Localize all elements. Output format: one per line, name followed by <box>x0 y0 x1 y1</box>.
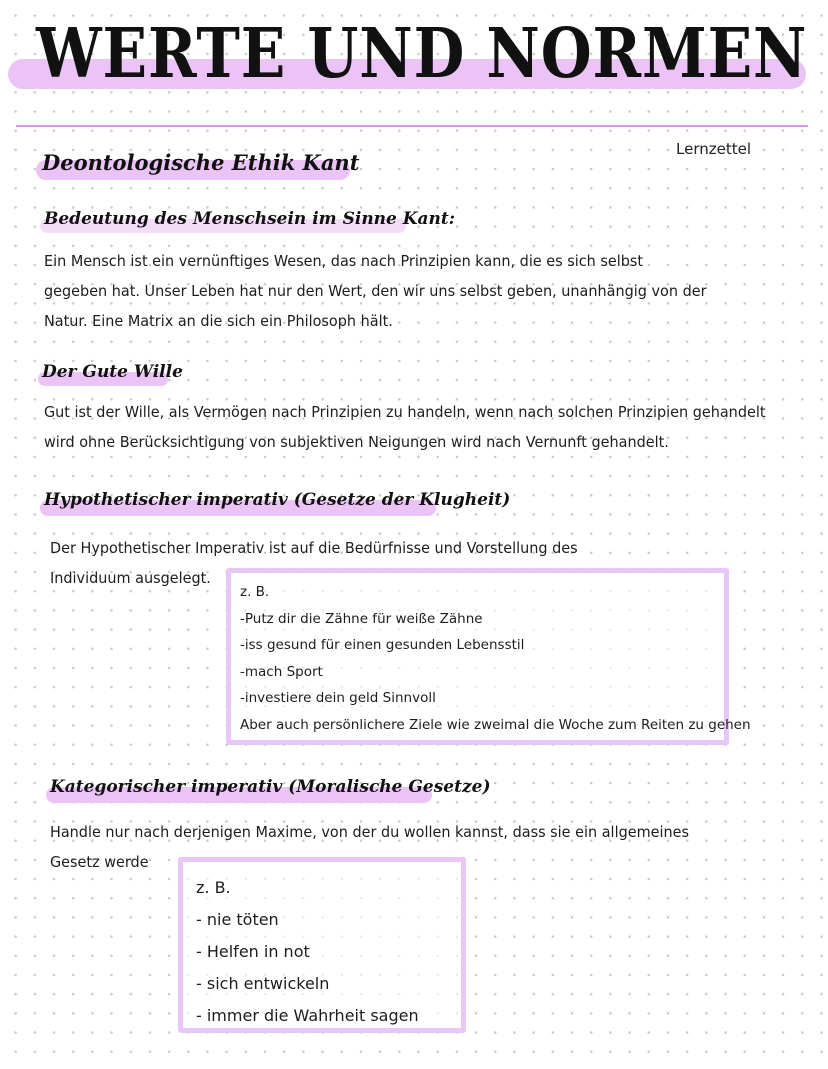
main-heading: Deontologische Ethik Kant <box>42 150 360 175</box>
paragraph-line: Handle nur nach derjenigen Maxime, von der du wollen kannst, dass sie ein allgemeines <box>50 823 690 841</box>
example-item: -mach Sport <box>240 663 323 680</box>
section-heading: Bedeutung des Menschsein im Sinne Kant: <box>44 209 456 229</box>
page-title: WERTE UND NORMEN <box>36 14 808 94</box>
example-item: -iss gesund für einen gesunden Lebensstil <box>240 637 525 653</box>
example-item: - sich entwickeln <box>196 974 330 993</box>
example-item: z. B. <box>240 584 270 600</box>
document-subtitle: Lernzettel <box>676 140 751 158</box>
paragraph-line: gegeben hat. Unser Leben hat nur den Wert, den wir uns selbst geben, unanhängig von der <box>44 282 707 300</box>
section-paragraph <box>44 246 707 336</box>
section-heading: Der Gute Wille <box>42 362 183 382</box>
paragraph-line: Individuum ausgelegt. <box>50 569 211 587</box>
title-divider <box>16 125 808 127</box>
example-item: Aber auch persönlichere Ziele wie zweimal die Woche zum Reiten zu gehen <box>240 716 751 733</box>
paragraph-line: Ein Mensch ist ein vernünftiges Wesen, das nach Prinzipien kann, die es sich selbst <box>44 252 644 270</box>
paragraph-line: wird ohne Berücksichtigung von subjektiven Neigungen wird nach Vernunft gehandelt. <box>44 433 669 451</box>
example-item: - nie töten <box>196 910 279 929</box>
example-item: -Putz dir die Zähne für weiße Zähne <box>240 610 483 627</box>
examples-box <box>178 857 466 1033</box>
section-paragraph <box>44 397 765 457</box>
example-item: - Helfen in not <box>196 942 310 961</box>
example-item: z. B. <box>196 878 231 897</box>
example-item: -investiere dein geld Sinnvoll <box>240 690 436 706</box>
paragraph-line: Gut ist der Wille, als Vermögen nach Prinzipien zu handeln, wenn nach solchen Prinzipien gehandelt <box>44 403 766 421</box>
examples-box <box>226 568 751 745</box>
section-heading: Hypothetischer imperativ (Gesetze der Klugheit) <box>44 490 511 510</box>
section-heading: Kategorischer imperativ (Moralische Gesetze) <box>50 777 491 797</box>
example-item: - immer die Wahrheit sagen <box>196 1006 419 1025</box>
paragraph-line: Der Hypothetischer Imperativ ist auf die Bedürfnisse und Vorstellung des <box>50 539 578 557</box>
paragraph-line: Gesetz werde <box>50 853 149 871</box>
paragraph-line: Natur. Eine Matrix an die sich ein Philosoph hält. <box>44 312 393 330</box>
